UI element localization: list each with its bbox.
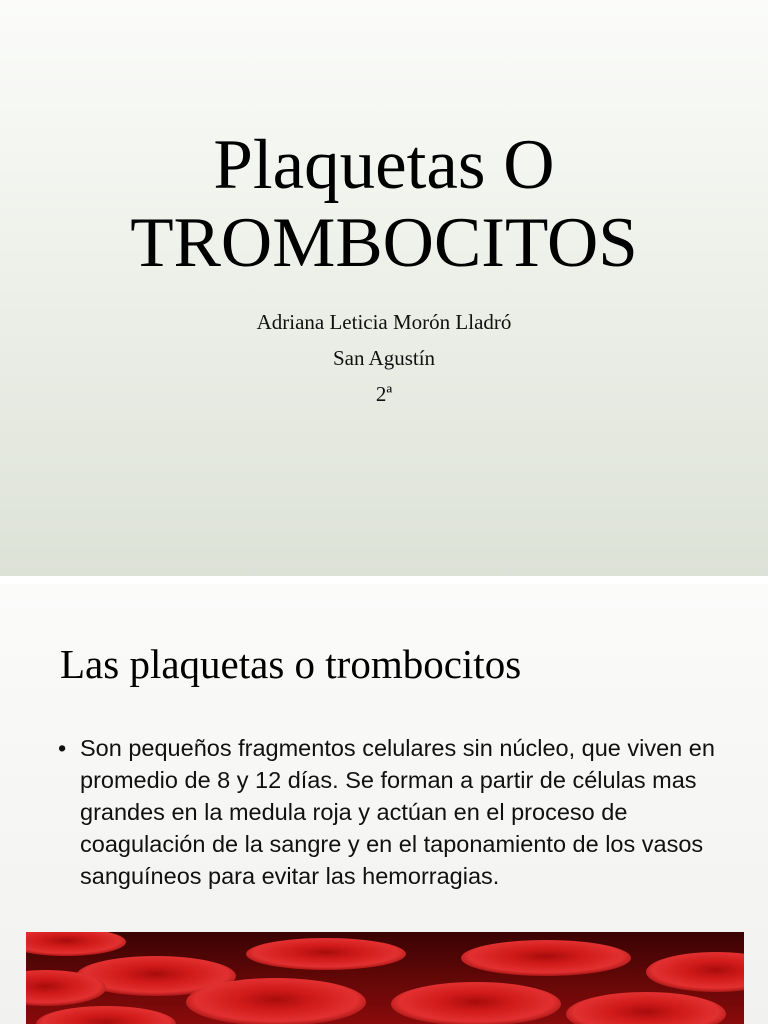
blood-cells-svg xyxy=(26,932,744,1024)
bullet-list xyxy=(58,732,718,892)
blood-cell xyxy=(246,938,406,970)
content-slide-title: Las plaquetas o trombocitos xyxy=(60,641,522,687)
blood-cell xyxy=(461,940,631,976)
bullet-item xyxy=(58,732,718,892)
blood-cell xyxy=(186,978,366,1024)
blood-cell xyxy=(391,982,561,1024)
red-blood-cells-image xyxy=(26,932,744,1024)
title-line-1: Plaquetas O xyxy=(213,126,555,204)
author-name: Adriana Leticia Morón Lladró xyxy=(256,310,512,334)
slide-separator xyxy=(0,576,768,584)
bullet-text: Son pequeños fragmentos celulares sin núcleo, que viven en promedio de 8 y 12 días. Se forman a partir de células mas grandes en la medula roja y actúan en el proceso de coagulación de la sangre y en el taponamiento de los vasos sanguíneos para evitar las hemorragias. xyxy=(80,735,715,889)
title-line-2: TROMBOCITOS xyxy=(130,204,638,282)
slide-title xyxy=(0,126,768,282)
grade-label: 2ª xyxy=(375,382,393,406)
school-name: San Agustín xyxy=(332,346,436,370)
content-slide xyxy=(0,584,768,1024)
bullet-icon: • xyxy=(58,735,67,761)
slide-subtitle xyxy=(0,304,768,412)
